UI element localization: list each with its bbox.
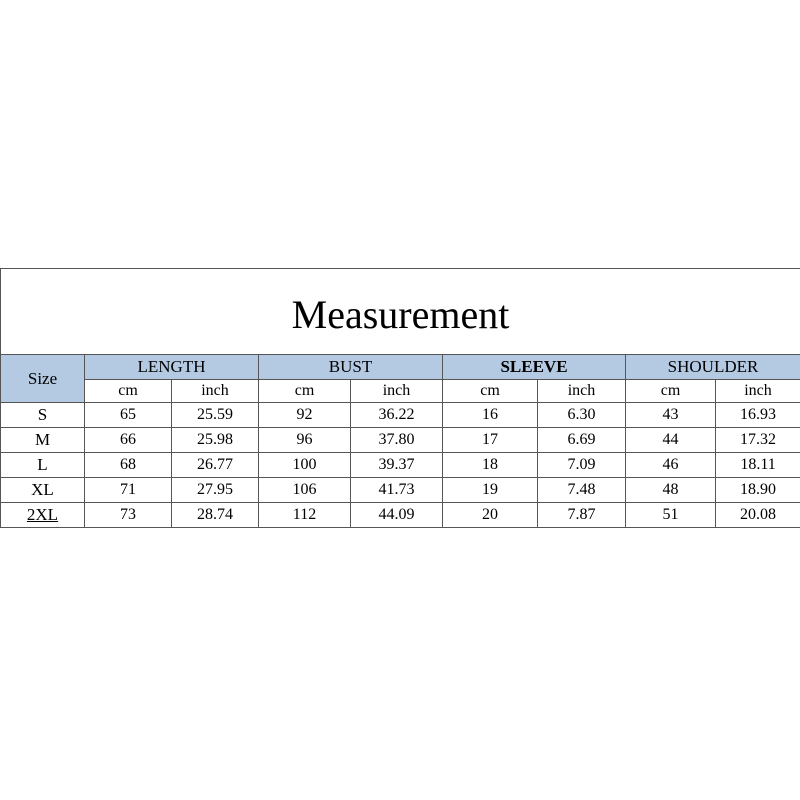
size-label: S [1, 403, 85, 428]
bust-header: BUST [259, 355, 443, 380]
sleeve-inch-value: 7.48 [538, 478, 626, 503]
sleeve-inch-value: 6.30 [538, 403, 626, 428]
sleeve-inch-unit: inch [538, 380, 626, 403]
sleeve-inch-value: 7.87 [538, 503, 626, 528]
bust-cm-value: 100 [259, 453, 351, 478]
length-inch-unit: inch [172, 380, 259, 403]
sleeve-cm-value: 19 [443, 478, 538, 503]
table-row [1, 478, 800, 503]
shoulder-inch-value: 18.11 [716, 453, 800, 478]
shoulder-inch-unit: inch [716, 380, 800, 403]
chart-title: Measurement [291, 292, 510, 337]
bust-inch-value: 36.22 [351, 403, 443, 428]
shoulder-inch-value: 16.93 [716, 403, 800, 428]
shoulder-cm-value: 43 [626, 403, 716, 428]
length-inch-value: 27.95 [172, 478, 259, 503]
size-label: M [1, 428, 85, 453]
length-inch-value: 25.59 [172, 403, 259, 428]
length-header: LENGTH [85, 355, 259, 380]
bust-cm-value: 96 [259, 428, 351, 453]
bust-cm-value: 92 [259, 403, 351, 428]
length-cm-value: 73 [85, 503, 172, 528]
bust-cm-unit: cm [259, 380, 351, 403]
size-label: 2XL [1, 503, 85, 528]
bust-inch-value: 39.37 [351, 453, 443, 478]
shoulder-cm-value: 46 [626, 453, 716, 478]
size-label: XL [1, 478, 85, 503]
bust-inch-unit: inch [351, 380, 443, 403]
sleeve-cm-value: 17 [443, 428, 538, 453]
sleeve-inch-value: 7.09 [538, 453, 626, 478]
chart-title-cell [1, 269, 800, 355]
bust-cm-value: 112 [259, 503, 351, 528]
bust-inch-value: 41.73 [351, 478, 443, 503]
shoulder-header: SHOULDER [626, 355, 800, 380]
size-label: L [1, 453, 85, 478]
table-row [1, 503, 800, 528]
sleeve-cm-value: 16 [443, 403, 538, 428]
sleeve-cm-value: 20 [443, 503, 538, 528]
sleeve-header: SLEEVE [443, 355, 626, 380]
shoulder-cm-unit: cm [626, 380, 716, 403]
shoulder-cm-value: 51 [626, 503, 716, 528]
length-cm-unit: cm [85, 380, 172, 403]
shoulder-inch-value: 18.90 [716, 478, 800, 503]
length-cm-value: 65 [85, 403, 172, 428]
table-row [1, 403, 800, 428]
sleeve-inch-value: 6.69 [538, 428, 626, 453]
sleeve-cm-value: 18 [443, 453, 538, 478]
bust-inch-value: 44.09 [351, 503, 443, 528]
length-cm-value: 71 [85, 478, 172, 503]
size-header: Size [1, 355, 85, 403]
bust-inch-value: 37.80 [351, 428, 443, 453]
length-cm-value: 66 [85, 428, 172, 453]
length-inch-value: 26.77 [172, 453, 259, 478]
length-inch-value: 28.74 [172, 503, 259, 528]
shoulder-inch-value: 17.32 [716, 428, 800, 453]
sleeve-cm-unit: cm [443, 380, 538, 403]
size-chart-table [0, 268, 800, 528]
shoulder-cm-value: 44 [626, 428, 716, 453]
table-row [1, 428, 800, 453]
shoulder-cm-value: 48 [626, 478, 716, 503]
length-cm-value: 68 [85, 453, 172, 478]
length-inch-value: 25.98 [172, 428, 259, 453]
table-row [1, 453, 800, 478]
bust-cm-value: 106 [259, 478, 351, 503]
shoulder-inch-value: 20.08 [716, 503, 800, 528]
